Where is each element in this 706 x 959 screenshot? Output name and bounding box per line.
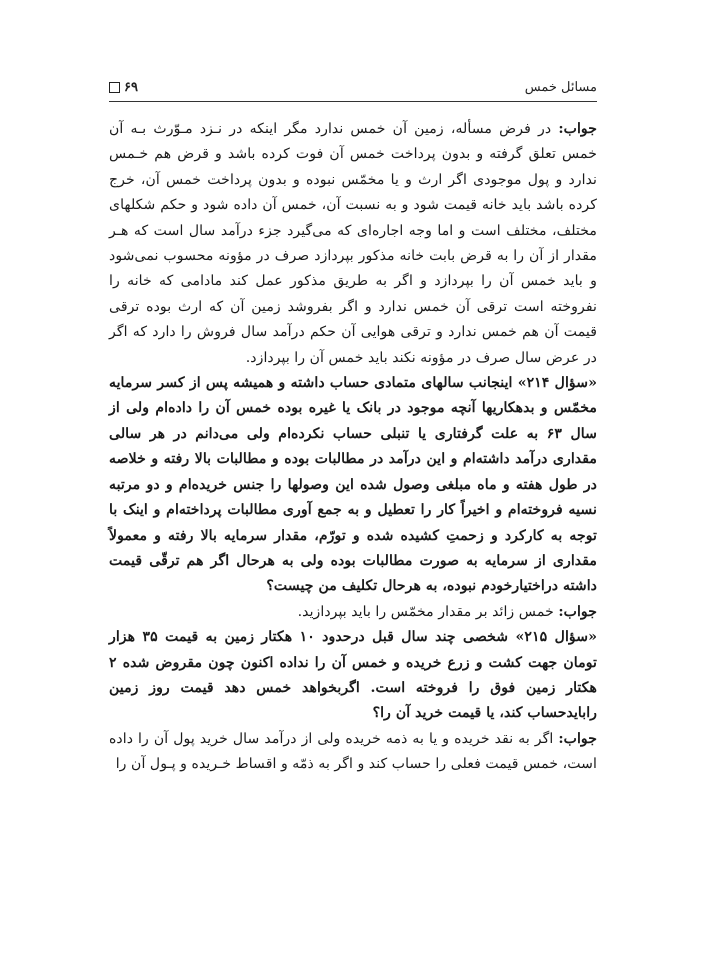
running-title: مسائل خمس: [524, 80, 597, 95]
answer-label: جواب:: [558, 121, 597, 137]
answer-text: اگر به نقد خریده و یا به ذمه خریده ولی از درآمد سال خرید پول آن را داده است، خمس قیمت فعلی را حساب کند و اگر به ذمّه و اقساط خـریده و پـول آن را: [109, 730, 597, 773]
page-number-group: [109, 80, 138, 95]
page-body: [109, 117, 597, 778]
question-text: شخصی چند سال قبل درحدود ۱۰ هکتار زمین به قیمت ۳۵ هزار تومان جهت کشت و زرع خریده و خمس آن را نداده اکنون چون مقروض شده ۲ هکتار زمین فوق را فروخته است. اگربخواهد خمس دهد قیمت روز زمین رابایدحساب کند، یا قیمت خرید آن را؟: [109, 629, 597, 722]
question-label: «سؤال ۲۱۴»: [517, 375, 597, 392]
question-paragraph: [109, 371, 597, 600]
answer-paragraph: [109, 600, 597, 625]
answer-label: جواب:: [558, 730, 597, 747]
question-label: «سؤال ۲۱۵»: [515, 629, 597, 646]
answer-label: جواب:: [558, 603, 597, 620]
answer-text: خمس زائد بر مقدار مخمّس را باید بپردازید.: [297, 603, 559, 620]
question-paragraph: [109, 625, 597, 727]
page-number: ۶۹: [124, 80, 138, 95]
answer-paragraph: [109, 117, 597, 371]
header-rule: [109, 101, 597, 102]
question-text: اینجانب سالهای متمادی حساب داشته و همیشه پس از کسر سرمایه مخمّس و بدهکاریها آنچه موجود در بانک یا غیره بوده خمس آن را داده‌ام ولی از سال ۶۳ به علت گرفتاری یا تنبلی حساب نکرده‌ام ولی می‌دانم در هر سالی مقداری درآمد داشته‌ام و این درآمد در مطالبات بوده و مطالبات بالا رفته و خلاصه در طول هفته و ماه مبلغی وصول شده این وصولها را جنس خریده‌ام و دو مرتبه نسیه فروخته‌ام و اخیراً کار را تعطیل و به جمع آوری مطالبات پرداخته‌ام و اینک با توجه به کارکرد و زحمتِ کشیده شده و تورّم، مقدار سرمایه بالا رفته و معمولاً مقداری از سرمایه به صورت مطالبات بوده ولی به هرحال اگر هم ترقّی قیمت داشته دراختیارخودم نبوده، به هرحال تکلیف من چیست؟: [109, 375, 597, 595]
page-header: [109, 78, 597, 100]
answer-paragraph: [109, 727, 597, 778]
answer-text: در فرض مسأله، زمین آن خمس ندارد مگر اینکه در نـزد مـوّرث بـه آن خمس تعلق گرفته و بدون پرداخت خمس آن فوت کرده باشد و قرض هم خـمس ندارد و پول موجودی اگر ارث و یا مخمّس نبوده و بدون پرداخت خمس آن، خرج کرده باشد باید خانه قیمت شود و به نسبت آن، خمس آن داده شود و حکم شکلهای مختلف، مختلف است و اما وجه اجاره‌ای که می‌گیرد جزء درآمد سال است که هـر مقدار از آن را به قرض بابت خانه مذکور بپردازد صرف در مؤونه محسوب نمی‌شود و باید خمس آن را بپردازد و اگر به طریق مذکور عمل کند مادامی که خانه را نفروخته است ترقی آن خمس ندارد و اگر بفروشد زمین آن که ارث بوده ترقی قیمت آن هم خمس ندارد و ترقی هوایی آن حکم درآمد سال فروش را دارد که اگر در عرض سال صرف در مؤونه نکند باید خمس آن را بپردازد.: [109, 121, 597, 366]
square-ornament-icon: [109, 82, 120, 93]
